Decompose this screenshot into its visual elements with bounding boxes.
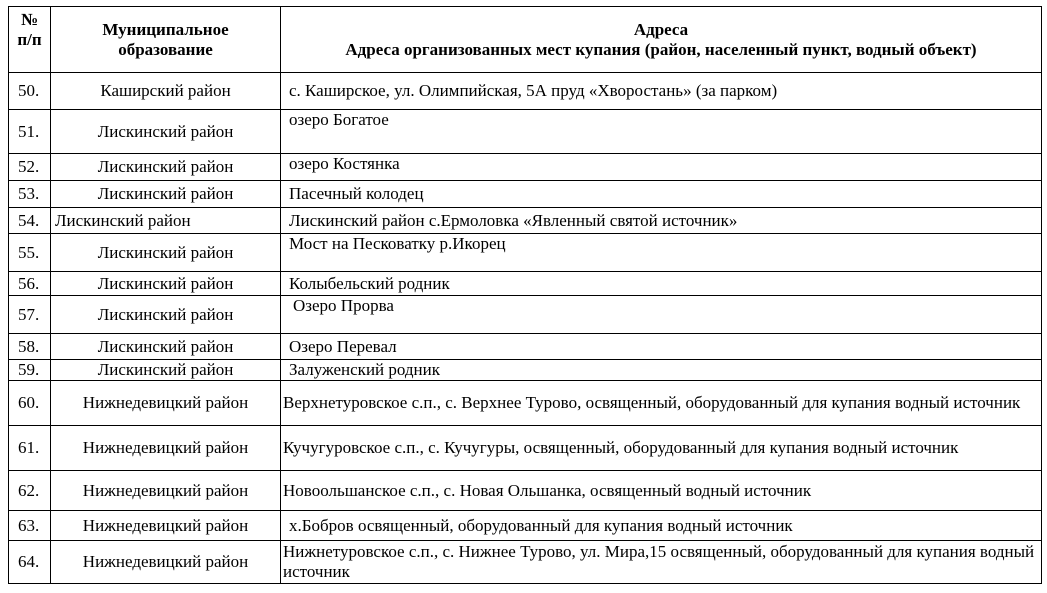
row-address: Колыбельский родник bbox=[281, 272, 1042, 296]
row-municipality: Нижнедевицкий район bbox=[51, 511, 281, 541]
table-row bbox=[9, 360, 1042, 381]
row-municipality: Нижнедевицкий район bbox=[51, 541, 281, 584]
row-number: 57. bbox=[9, 296, 51, 334]
row-municipality: Лискинский район bbox=[51, 296, 281, 334]
row-address: х.Бобров освященный, оборудованный для купания водный источник bbox=[281, 511, 1042, 541]
header-address bbox=[281, 7, 1042, 73]
row-municipality: Нижнедевицкий район bbox=[51, 426, 281, 471]
row-number: 63. bbox=[9, 511, 51, 541]
row-address: с. Каширское, ул. Олимпийская, 5А пруд «Хворостань» (за парком) bbox=[281, 73, 1042, 110]
row-number: 61. bbox=[9, 426, 51, 471]
table-row bbox=[9, 110, 1042, 154]
row-municipality: Лискинский район bbox=[51, 154, 281, 181]
row-address: Пасечный колодец bbox=[281, 181, 1042, 208]
row-municipality: Лискинский район bbox=[51, 272, 281, 296]
row-address: Залуженский родник bbox=[281, 360, 1042, 381]
row-address: озеро Богатое bbox=[281, 110, 1042, 154]
row-municipality: Нижнедевицкий район bbox=[51, 471, 281, 511]
row-address: Озеро Прорва bbox=[281, 296, 1042, 334]
table-row bbox=[9, 381, 1042, 426]
row-address: Верхнетуровское с.п., с. Верхнее Турово, освященный, оборудованный для купания водный источник bbox=[281, 381, 1042, 426]
row-number: 54. bbox=[9, 208, 51, 234]
row-address: Новоольшанское с.п., с. Новая Ольшанка, освященный водный источник bbox=[281, 471, 1042, 511]
row-number: 50. bbox=[9, 73, 51, 110]
table-row bbox=[9, 541, 1042, 584]
row-number: 62. bbox=[9, 471, 51, 511]
row-municipality: Лискинский район bbox=[51, 181, 281, 208]
row-address: Озеро Перевал bbox=[281, 334, 1042, 360]
header-municipality-line1: Муниципальное bbox=[102, 19, 229, 39]
row-address: Кучугуровское с.п., с. Кучугуры, освященный, оборудованный для купания водный источник bbox=[281, 426, 1042, 471]
header-number-line2: п/п bbox=[17, 30, 42, 49]
row-municipality: Каширский район bbox=[51, 73, 281, 110]
table-row bbox=[9, 234, 1042, 272]
row-number: 51. bbox=[9, 110, 51, 154]
header-address-line2: Адреса организованных мест купания (район, населенный пункт, водный объект) bbox=[345, 39, 977, 59]
row-number: 60. bbox=[9, 381, 51, 426]
row-municipality: Лискинский район bbox=[51, 360, 281, 381]
row-municipality: Лискинский район bbox=[51, 110, 281, 154]
row-address: Лискинский район с.Ермоловка «Явленный святой источник» bbox=[281, 208, 1042, 234]
row-address: озеро Костянка bbox=[281, 154, 1042, 181]
row-number: 52. bbox=[9, 154, 51, 181]
bathing-places-table bbox=[8, 6, 1042, 584]
header-municipality-line2: образование bbox=[118, 39, 213, 59]
row-address: Мост на Песковатку р.Икорец bbox=[281, 234, 1042, 272]
table-row bbox=[9, 511, 1042, 541]
header-address-line1: Адреса bbox=[633, 19, 689, 39]
table-row bbox=[9, 296, 1042, 334]
row-municipality: Нижнедевицкий район bbox=[51, 381, 281, 426]
header-number-line1: № bbox=[20, 10, 39, 29]
row-number: 59. bbox=[9, 360, 51, 381]
table-row bbox=[9, 471, 1042, 511]
row-address: Нижнетуровское с.п., с. Нижнее Турово, ул. Мира,15 освященный, оборудованный для купания водный источник bbox=[281, 541, 1042, 584]
row-number: 64. bbox=[9, 541, 51, 584]
row-municipality: Лискинский район bbox=[51, 208, 281, 234]
table-row bbox=[9, 334, 1042, 360]
table-row bbox=[9, 181, 1042, 208]
header-number bbox=[9, 7, 51, 73]
table-row bbox=[9, 426, 1042, 471]
row-municipality: Лискинский район bbox=[51, 234, 281, 272]
table-row bbox=[9, 272, 1042, 296]
header-row bbox=[9, 7, 1042, 73]
table-row bbox=[9, 208, 1042, 234]
row-number: 58. bbox=[9, 334, 51, 360]
row-municipality: Лискинский район bbox=[51, 334, 281, 360]
row-number: 56. bbox=[9, 272, 51, 296]
table-row bbox=[9, 73, 1042, 110]
header-municipality bbox=[51, 7, 281, 73]
row-number: 53. bbox=[9, 181, 51, 208]
row-number: 55. bbox=[9, 234, 51, 272]
table-row bbox=[9, 154, 1042, 181]
